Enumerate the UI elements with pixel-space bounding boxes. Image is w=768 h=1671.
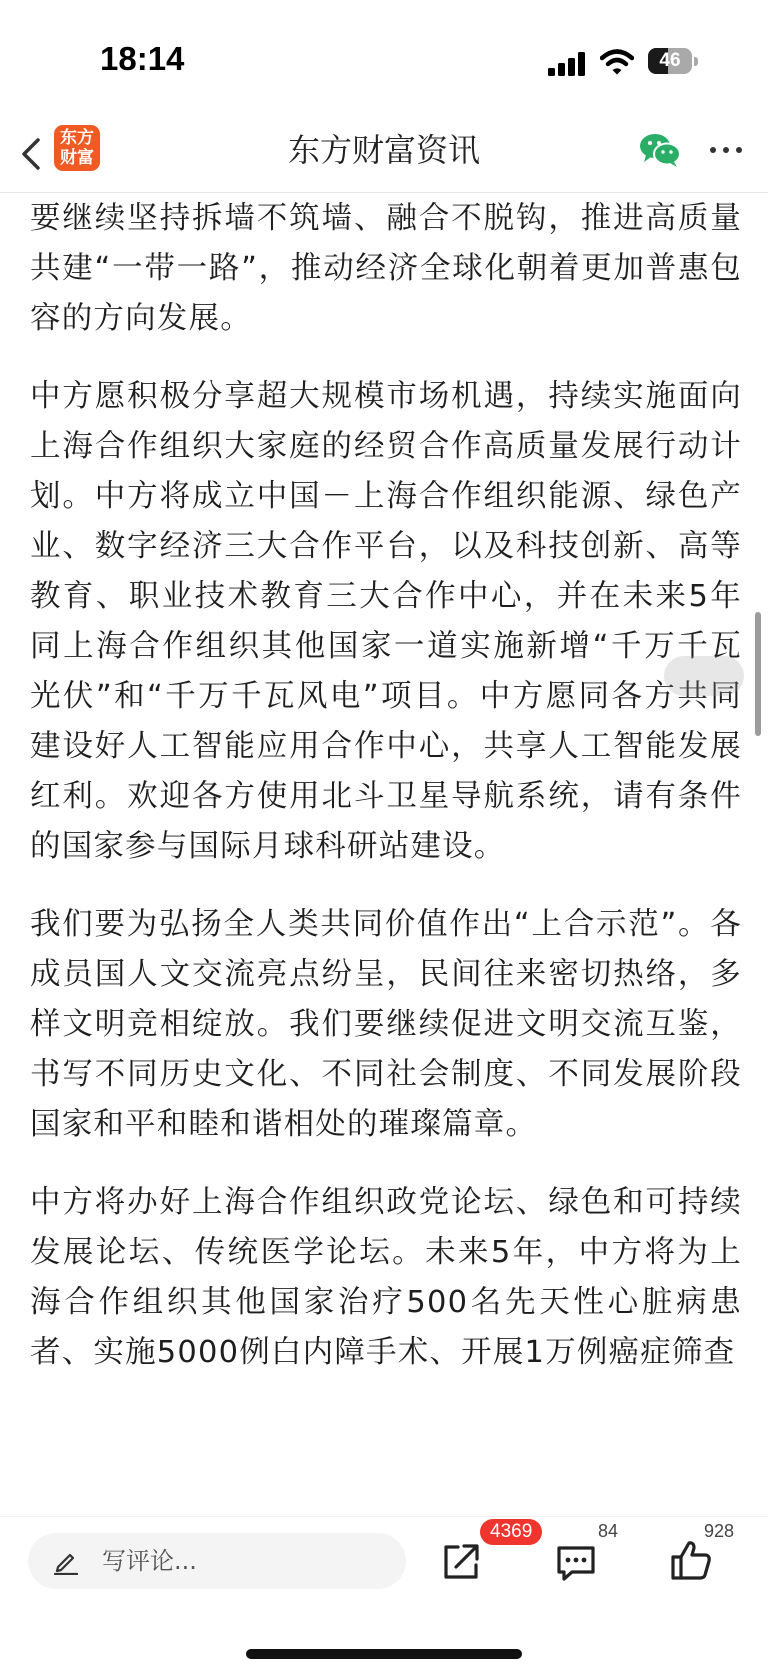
more-icon[interactable] [708, 140, 744, 160]
article-paragraph: 要继续坚持拆墙不筑墙、融合不脱钩，推进高质量共建“一带一路”，推动经济全球化朝着更加普惠包容的方向发展。 [30, 201, 742, 336]
status-bar [0, 0, 768, 120]
thumbs-up-icon[interactable] [668, 1537, 714, 1583]
share-count-badge: 4369 [480, 1519, 542, 1545]
status-time: 18:14 [100, 40, 185, 77]
comment-placeholder: 写评论... [102, 1547, 197, 1575]
back-icon[interactable] [16, 132, 48, 176]
battery-icon [648, 48, 698, 76]
app-logo [54, 125, 100, 171]
article-body [30, 196, 742, 1514]
article-paragraph: 中方愿积极分享超大规模市场机遇，持续实施面向上海合作组织大家庭的经贸合作高质量发展行动计划。中方将成立中国－上海合作组织能源、绿色产业、数字经济三大合作平台，以及科技创新、高等教育、职业技术教育三大合作中心，并在未来5年同上海合作组织其他国家一道实施新增“千万千瓦光伏”和“千万千瓦风电”项目。中方愿同各方共同建设好人工智能应用合作中心，共享人工智能发展红利。欢迎各方使用北斗卫星导航系统，请有条件的国家参与国际月球科研站建设。 [30, 379, 742, 864]
wechat-icon[interactable] [638, 132, 682, 168]
home-indicator [246, 1649, 522, 1659]
bottom-action-bar [0, 1516, 768, 1671]
pen-icon [52, 1547, 80, 1575]
wifi-icon [600, 48, 634, 76]
comment-icon[interactable] [554, 1543, 598, 1583]
article-paragraph: 中方将办好上海合作组织政党论坛、绿色和可持续发展论坛、传统医学论坛。未来5年，中方将为上海合作组织其他国家治疗500名先天性心脏病患者、实施5000例白内障手术、开展1万例癌症筛查 [30, 1185, 742, 1370]
scrollbar[interactable] [755, 612, 761, 736]
cellular-signal-icon [548, 52, 588, 76]
logo-line-1: 东方 [60, 128, 94, 148]
logo-line-2: 财富 [60, 148, 94, 168]
like-count: 928 [704, 1521, 735, 1541]
article-paragraph: 我们要为弘扬全人类共同价值作出“上合示范”。各成员国人文交流亮点纷呈，民间往来密切热络，多样文明竞相绽放。我们要继续促进文明交流互鉴，书写不同历史文化、不同社会制度、不同发展阶段国家和平和睦和谐相处的璀璨篇章。 [30, 907, 742, 1142]
page-title: 东方财富资讯 [287, 131, 480, 169]
battery-level: 46 [659, 50, 681, 71]
comment-input[interactable] [28, 1533, 406, 1589]
share-icon[interactable] [440, 1539, 484, 1583]
floating-overlay [664, 656, 744, 696]
nav-bar [0, 120, 768, 193]
comment-count: 84 [598, 1521, 619, 1541]
